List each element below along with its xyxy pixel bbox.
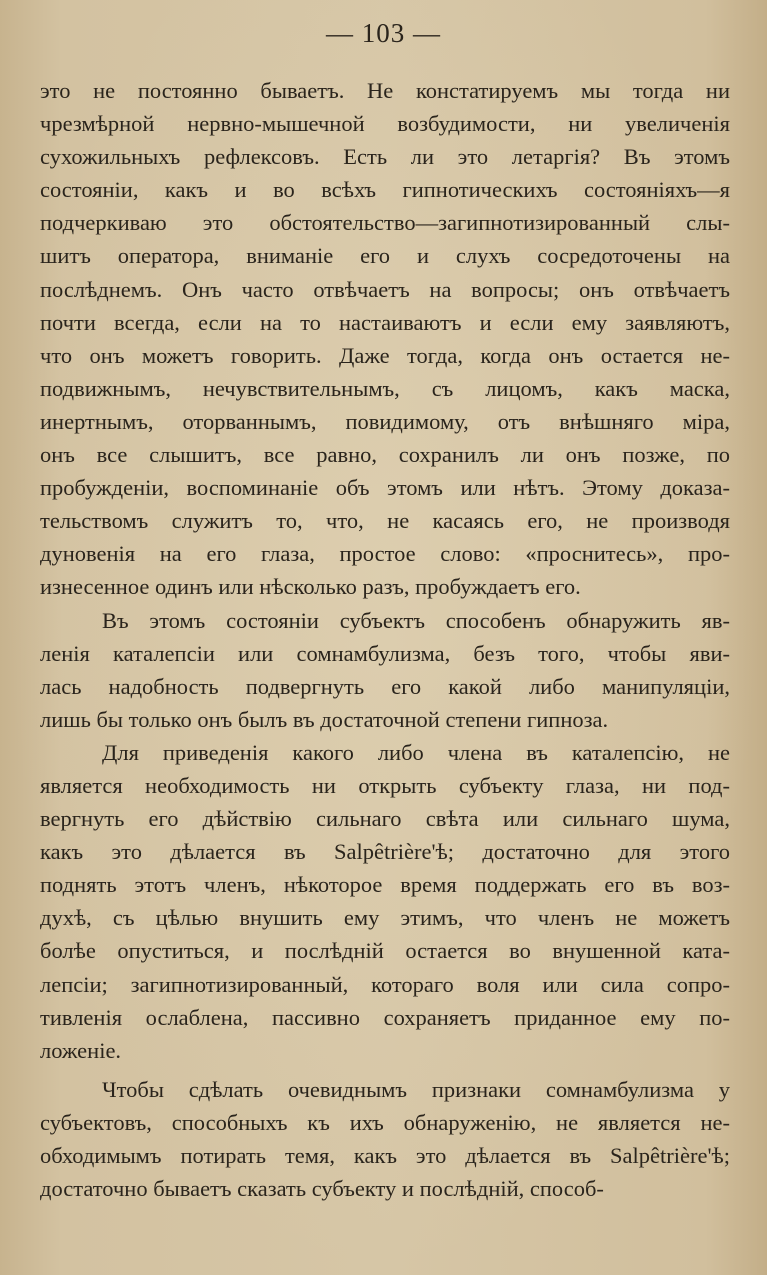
text-line: достаточно бываетъ сказать субъекту и послѣдній, способ- xyxy=(40,1176,604,1202)
text-line: субъектовъ, способныхъ къ ихъ обнаруженію, не является не- xyxy=(40,1109,730,1135)
paragraph xyxy=(40,736,730,1067)
text-line: подчеркиваю это обстоятельство—загипнотизированный слы- xyxy=(40,210,730,236)
text-line: пробужденіи, воспоминаніе объ этомъ или нѣтъ. Этому доказа- xyxy=(40,475,730,501)
text-line: Для приведенія какого либо члена въ каталепсію, не xyxy=(102,739,730,765)
text-line: инертнымъ, оторваннымъ, повидимому, отъ внѣшняго міра, xyxy=(40,408,730,434)
text-line: какъ это дѣлается въ Salpêtrière'ѣ; достаточно для этого xyxy=(40,839,730,865)
paragraph xyxy=(40,604,730,736)
text-line: тивленія ослаблена, пассивно сохраняетъ приданное ему по- xyxy=(40,1004,730,1030)
body-text xyxy=(40,74,730,1205)
text-line: изнесенное одинъ или нѣсколько разъ, пробуждаетъ его. xyxy=(40,574,581,600)
text-line: это не постоянно бываетъ. Не констатируемъ мы тогда ни xyxy=(40,78,730,103)
text-line: вергнуть его дѣйствію сильнаго свѣта или сильнаго шума, xyxy=(40,806,730,832)
text-line: онъ все слышитъ, все равно, сохранилъ ли онъ позже, по xyxy=(40,442,730,468)
text-line: ленія каталепсіи или сомнамбулизма, безъ того, чтобы яви- xyxy=(40,640,730,666)
paragraph xyxy=(40,1073,730,1205)
text-line: послѣднемъ. Онъ часто отвѣчаетъ на вопросы; онъ отвѣчаетъ xyxy=(40,276,730,302)
text-line: Въ этомъ состояніи субъектъ способенъ обнаружить яв- xyxy=(102,607,730,633)
text-line: состояніи, какъ и во всѣхъ гипнотическихъ состояніяхъ—я xyxy=(40,177,730,203)
page-number: — 103 — xyxy=(326,18,441,48)
text-line: лась надобность подвергнуть его какой либо манипуляціи, xyxy=(40,673,730,699)
text-line: сухожильныхъ рефлексовъ. Есть ли это летаргія? Въ этомъ xyxy=(40,144,730,170)
text-line: лишь бы только онъ былъ въ достаточной степени гипноза. xyxy=(40,706,609,732)
text-line: духѣ, съ цѣлью внушить ему этимъ, что членъ не можетъ xyxy=(40,905,730,931)
text-line: является необходимость ни открыть субъекту глаза, ни под- xyxy=(40,772,730,798)
text-line: дуновенія на его глаза, простое слово: «проснитесь», про- xyxy=(40,541,730,567)
text-line: лепсіи; загипнотизированный, котораго воля или сила сопро- xyxy=(40,971,730,997)
text-line: поднять этотъ членъ, нѣкоторое время поддержать его въ воз- xyxy=(40,872,730,898)
text-line: шитъ оператора, вниманіе его и слухъ сосредоточены на xyxy=(40,243,730,269)
text-line: почти всегда, если на то настаиваютъ и если ему заявляютъ, xyxy=(40,309,730,335)
text-line: Чтобы сдѣлать очевиднымъ признаки сомнамбулизма у xyxy=(102,1076,730,1102)
text-line: тельствомъ служитъ то, что, не касаясь его, не производя xyxy=(40,508,730,534)
text-line: что онъ можетъ говорить. Даже тогда, когда онъ остается не- xyxy=(40,342,730,368)
text-line: чрезмѣрной нервно-мышечной возбудимости, ни увеличенія xyxy=(40,111,730,137)
text-line: подвижнымъ, нечувствительнымъ, съ лицомъ, какъ маска, xyxy=(40,375,730,401)
text-line: ложеніе. xyxy=(40,1037,122,1063)
paragraph xyxy=(40,74,730,604)
text-line: болѣе опуститься, и послѣдній остается во внушенной ката- xyxy=(40,938,730,964)
text-line: обходимымъ потирать темя, какъ это дѣлается въ Salpêtrière'ѣ; xyxy=(40,1143,730,1168)
